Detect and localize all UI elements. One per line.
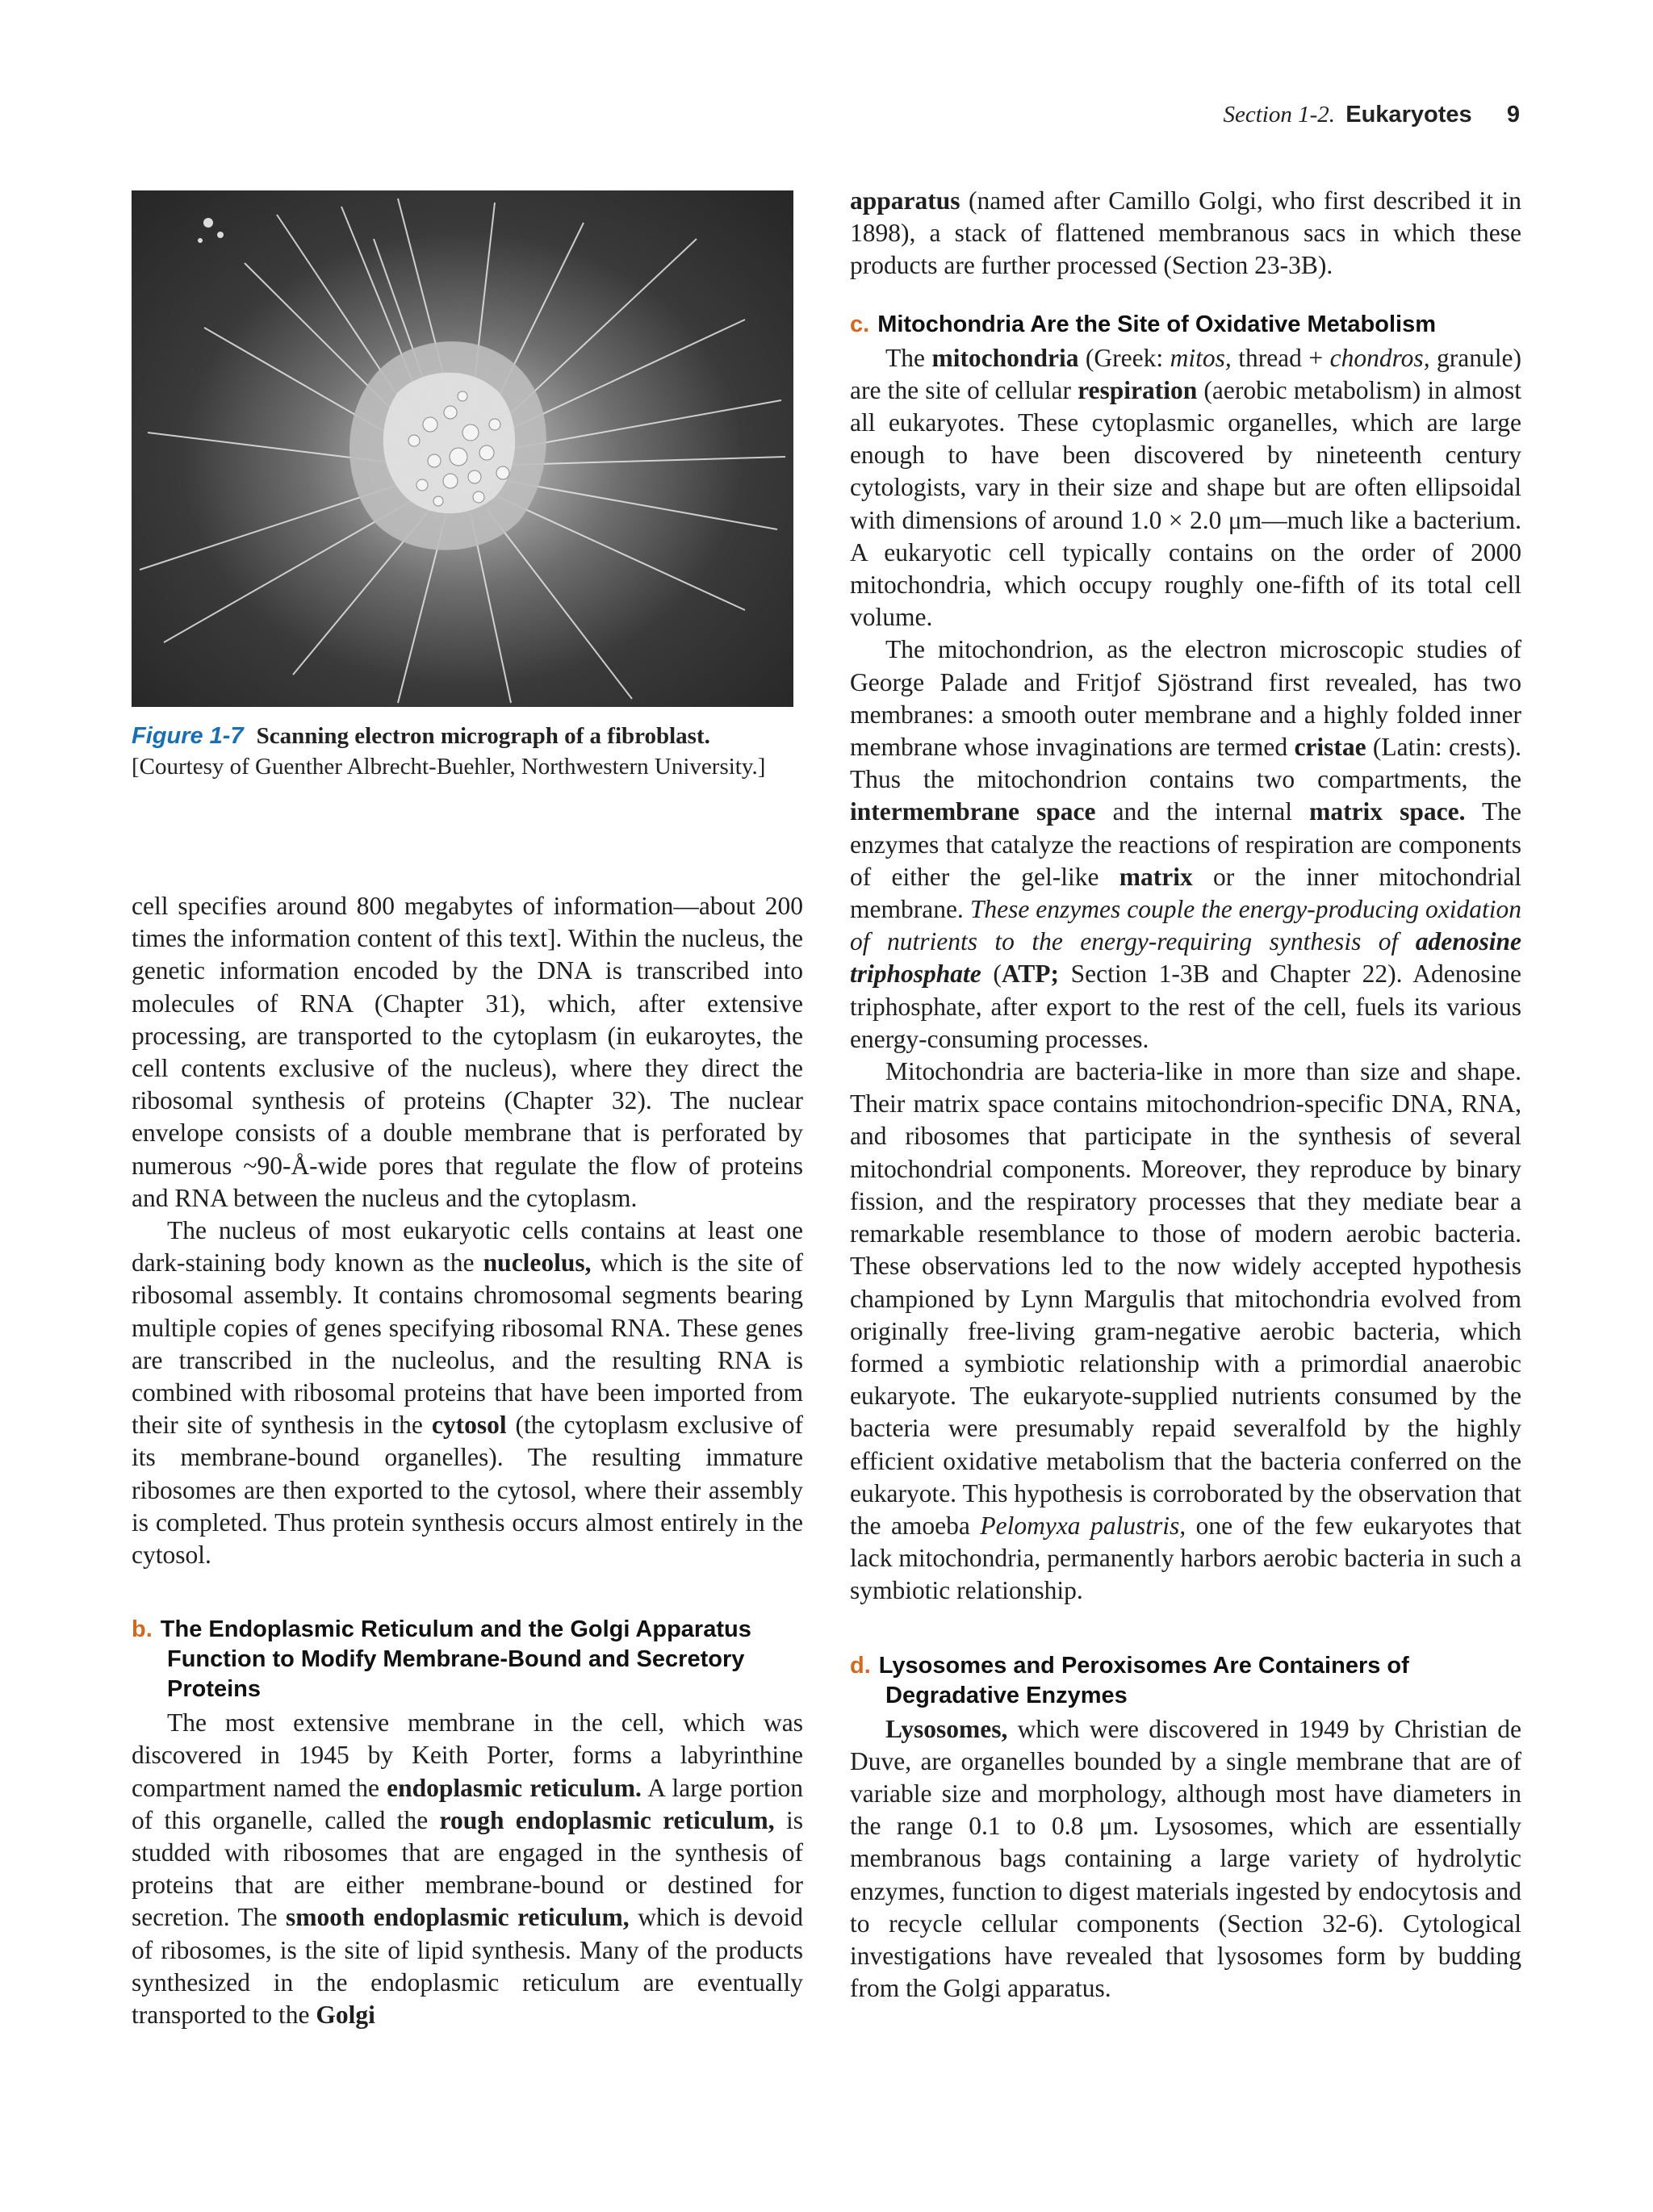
bold-term: intermembrane space: [850, 797, 1096, 826]
paragraph: [850, 1056, 1521, 1607]
paragraph: [132, 1215, 803, 1571]
bold-term: ATP;: [1001, 960, 1060, 989]
italic-term: chondros,: [1329, 343, 1430, 372]
bold-term: nucleolus,: [483, 1248, 592, 1277]
text-run: (aerobic metabolism) in almost all eukaryotes. These cytoplasmic organelles, which are large enough to have been discovered by nineteenth century cytologists, vary in their size and shape but are often ellipsoidal with dimensions of around 1.0 × 2.0 μm—much like a bacterium. A eukaryotic cell typically contains on the order of 2000 mitochondria, which occupy roughly one-fifth of its total cell volume.: [850, 375, 1522, 632]
bold-term: cristae: [1294, 733, 1366, 762]
paragraph: [850, 1713, 1521, 2005]
text-run: (Latin: crests). Thus the mitochondrion contains two compartments, the: [850, 733, 1521, 794]
text-run: which were discovered in 1949 by Christian de Duve, are organelles bounded by a single membrane that are of variable size and morphology, although most have diameters in the range 0.1 to 0.8 μm. Lysosomes, which are essentially membranous bags containing a large variety of hydrolytic enzymes, function to digest materials ingested by endocytosis and to recycle cellular components (Section 32-6). Cytological investigations have revealed that lysosomes form by budding from the Golgi apparatus.: [850, 1714, 1521, 2003]
bold-term: mitochondria: [931, 343, 1079, 372]
paragraph: [850, 185, 1521, 282]
text-run: one of the few eukaryotes that lack mitochondria, permanently harbors aerobic bacteria in such a symbiotic relationship.: [850, 1511, 1521, 1605]
text-run: thread +: [1231, 343, 1330, 372]
bold-term: respiration: [1078, 375, 1198, 404]
paragraph: [850, 342, 1521, 634]
running-header: [1223, 102, 1520, 128]
text-run: or the inner mitochondrial membrane.: [850, 862, 1522, 924]
text-run: The nucleus of most eukaryotic cells contains at least one dark-staining body known as the: [132, 1216, 803, 1277]
text-run: The mitochondrion, as the electron microscopic studies of George Palade and Fritjof Sjöstrand first revealed, has two membranes: a smooth outer membrane and a highly folded inner membrane whose invaginations are termed: [850, 635, 1521, 762]
bold-term: matrix: [1119, 862, 1193, 891]
text-run: (the cytoplasm exclusive of its membrane-bound organelles). The resulting immature ribosomes are then exported to the cytosol, where their assembly is completed. Thus protein synthesis occurs almost entirely in the cytosol.: [132, 1411, 804, 1570]
bold-term: Golgi: [316, 2001, 375, 2030]
text-run: granule) are the site of cellular: [850, 343, 1521, 404]
section-heading-c: [850, 310, 1521, 340]
fibroblast-micrograph: [132, 190, 793, 707]
text-run: The enzymes that catalyze the reactions of respiration are components of either the gel-like: [850, 797, 1521, 891]
bold-term: cytosol: [431, 1411, 507, 1440]
text-run: Section 1-3B and Chapter 22). Adenosine triphosphate, after export to the rest of the cell, fuels its various energy-consuming processes.: [850, 960, 1522, 1053]
text-run: which is devoid of ribosomes, is the site of lipid synthesis. Many of the products synthesized in the endoplasmic reticulum are eventually transported to the: [132, 1903, 803, 2030]
bold-term: apparatus: [850, 186, 960, 215]
section-heading-d: [850, 1651, 1521, 1711]
nucleus-region: [383, 373, 515, 514]
section-heading-b: [132, 1615, 803, 1704]
header-section: Section 1-2.: [1223, 102, 1335, 128]
text-run: The: [885, 343, 932, 372]
text-run: which is the site of ribosomal assembly. It contains chromosomal segments bearing multiple copies of genes specifying ribosomal RNA. These genes are transcribed in the nucleolus, and the resulting RNA is combined with ribosomal proteins that have been imported from their site of synthesis in the: [132, 1248, 803, 1440]
text-run: (named after Camillo Golgi, who first described it in 1898), a stack of flattened membranous sacs in which these products are further processed (Section 23-3B).: [850, 186, 1521, 280]
debris-particles: [198, 218, 224, 243]
italic-run: These enzymes couple the energy-producing oxidation of nutrients to the energy-requiring synthesis of: [850, 895, 1522, 956]
text-run: is studded with ribosomes that are engaged in the synthesis of proteins that are either membrane-bound or destined for secretion. The: [132, 1805, 804, 1932]
heading-text: The Endoplasmic Reticulum and the Golgi Apparatus Function to Modify Membrane-Bound and Secretory Proteins: [160, 1616, 751, 1703]
text-run: (: [981, 960, 1002, 989]
heading-text: Mitochondria Are the Site of Oxidative Metabolism: [877, 311, 1436, 337]
bold-term: Lysosomes,: [885, 1714, 1008, 1743]
text-run: A large portion of this organelle, called the: [132, 1773, 804, 1834]
heading-letter: c.: [850, 311, 870, 337]
header-title: Eukaryotes: [1345, 102, 1472, 128]
figure-label: Figure 1-7: [132, 723, 244, 749]
italic-term: Pelomyxa palustris,: [980, 1511, 1186, 1540]
heading-letter: b.: [132, 1616, 153, 1643]
italic-term: mitos,: [1170, 343, 1232, 372]
text-run: and the internal: [1095, 797, 1310, 826]
text-run: cell specifies around 800 megabytes of information—about 200 times the information content of this text]. Within the nucleus, the genetic information encoded by the DNA is transcribed into molecules of RNA (Chapter 31), which, after extensive processing, are transported to the cytoplasm (in eukaroytes, the cell contents exclusive of the nucleus), where they direct the ribosomal synthesis of proteins (Chapter 32). The nuclear envelope consists of a double membrane that is perforated by numerous ~90-Å-wide pores that regulate the flow of proteins and RNA between the nucleus and the cytoplasm.: [132, 892, 803, 1212]
bold-term: rough endoplasmic reticulum,: [439, 1805, 775, 1834]
paragraph: [850, 633, 1521, 1056]
paragraph: [132, 1707, 803, 2031]
text-run: Mitochondria are bacteria-like in more than size and shape. Their matrix space contains mitochondrion-specific DNA, RNA, and ribosomes that participate in the synthesis of several mitochondrial components. Moreover, they reproduce by binary fission, and the respiratory processes that they mediate bear a remarkable resemblance to those of modern aerobic bacteria. These observations led to the now widely accepted hypothesis championed by Lynn Margulis that mitochondria evolved from originally free-living gram-negative aerobic bacteria, which formed a symbiotic relationship with a primordial anaerobic eukaryote. The eukaryote-supplied nutrients consumed by the bacteria were presumably repaid severalfold by the highly efficient oxidative metabolism that the bacteria conferred on the eukaryote. This hypothesis is corroborated by the observation that the amoeba: [850, 1057, 1521, 1540]
micrograph-drawing: [132, 190, 793, 707]
bold-italic-term: adenosine triphosphate: [850, 927, 1521, 989]
figure-title: Scanning electron micrograph of a fibroblast.: [256, 723, 710, 749]
heading-letter: d.: [850, 1652, 871, 1679]
left-column: [132, 890, 803, 2031]
bold-term: endoplasmic reticulum.: [387, 1773, 642, 1802]
bold-term: matrix space.: [1309, 797, 1466, 826]
text-run: The most extensive membrane in the cell, which was discovered in 1945 by Keith Porter, forms a labyrinthine compartment named the: [132, 1708, 803, 1802]
text-run: (Greek:: [1078, 343, 1170, 372]
paragraph: [132, 890, 803, 1215]
heading-text: Lysosomes and Peroxisomes Are Containers of Degradative Enzymes: [878, 1652, 1409, 1708]
bold-term: smooth endoplasmic reticulum,: [286, 1903, 630, 1932]
right-column: [850, 185, 1521, 2005]
page-number: 9: [1506, 102, 1520, 128]
figure-credit: [Courtesy of Guenther Albrecht-Buehler, Northwestern University.]: [132, 754, 766, 780]
figure-caption: [132, 721, 801, 782]
